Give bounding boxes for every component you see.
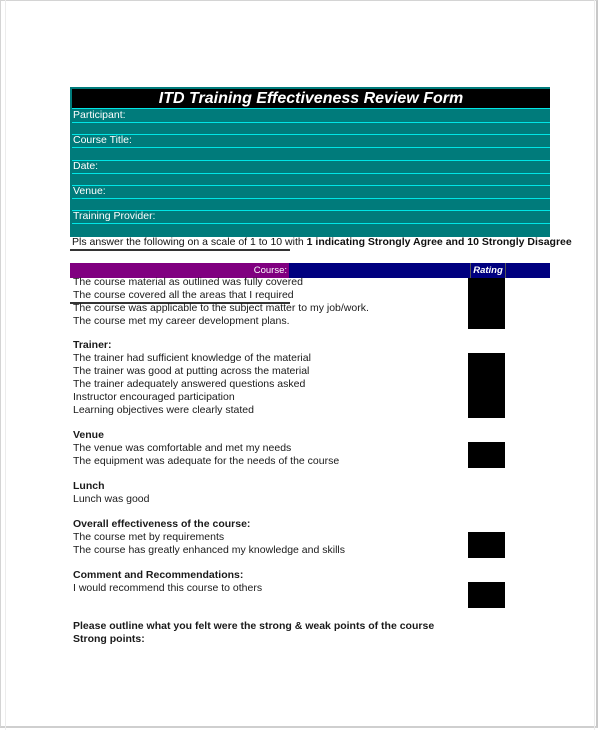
form-header-block (70, 87, 550, 237)
section-heading-comments: Comment and Recommendations: (73, 569, 244, 581)
field-training-provider[interactable] (72, 210, 550, 223)
instructions-text: Pls answer the following on a scale of 1 to 10 with (72, 236, 307, 248)
question-item: Lunch was good (73, 493, 150, 505)
instructions-scale: 1 indicating Strongly Agree and 10 Strongly Disagree (306, 236, 572, 248)
page-margin-line-right (594, 0, 595, 730)
question-item: Learning objectives were clearly stated (73, 404, 254, 416)
section-heading-overall: Overall effectiveness of the course: (73, 518, 251, 530)
question-item: The course has greatly enhanced my knowledge and skills (73, 544, 345, 556)
rating-column-header: Rating (470, 263, 506, 278)
question-item: The course met by requirements (73, 531, 225, 543)
field-label: Training Provider: (73, 210, 156, 222)
question-item: The course material as outlined was fully covered (73, 276, 303, 288)
field-course-title[interactable] (72, 134, 550, 147)
rating-input-comments[interactable] (468, 582, 505, 608)
field-label: Venue: (73, 185, 106, 197)
section-heading-lunch: Lunch (73, 480, 105, 492)
field-label: Course Title: (73, 134, 132, 146)
rating-input-overall[interactable] (468, 532, 505, 558)
question-item: I would recommend this course to others (73, 582, 263, 594)
field-label: Participant: (73, 109, 126, 121)
outline-prompt: Please outline what you felt were the strong & weak points of the course (73, 620, 435, 632)
question-item: Instructor encouraged participation (73, 391, 235, 403)
rating-input-course[interactable] (468, 278, 505, 329)
instructions (72, 236, 572, 249)
strong-points-label: Strong points: (73, 633, 145, 645)
question-item: The trainer had sufficient knowledge of the material (73, 352, 311, 364)
page-margin-line-left (5, 0, 6, 730)
question-item: The course was applicable to the subject matter to my job/work. (73, 302, 369, 314)
rating-input-venue[interactable] (468, 442, 505, 468)
field-participant[interactable] (72, 109, 550, 122)
question-item: The course met my career development plans. (73, 315, 290, 327)
question-item: The course covered all the areas that I required (73, 289, 294, 301)
instructions-underline (70, 249, 290, 251)
course-column-header: Course: (70, 263, 289, 278)
question-item: The trainer was good at putting across the material (73, 365, 310, 377)
question-item: The venue was comfortable and met my needs (73, 442, 292, 454)
field-venue[interactable] (72, 185, 550, 198)
question-item: The trainer adequately answered questions asked (73, 378, 306, 390)
field-label: Date: (73, 160, 99, 172)
section-heading-venue: Venue (73, 429, 104, 441)
rating-input-trainer[interactable] (468, 353, 505, 418)
form-title: ITD Training Effectiveness Review Form (72, 89, 550, 108)
question-item: The equipment was adequate for the needs of the course (73, 455, 340, 467)
field-date[interactable] (72, 160, 550, 173)
section-heading-trainer: Trainer: (73, 339, 112, 351)
